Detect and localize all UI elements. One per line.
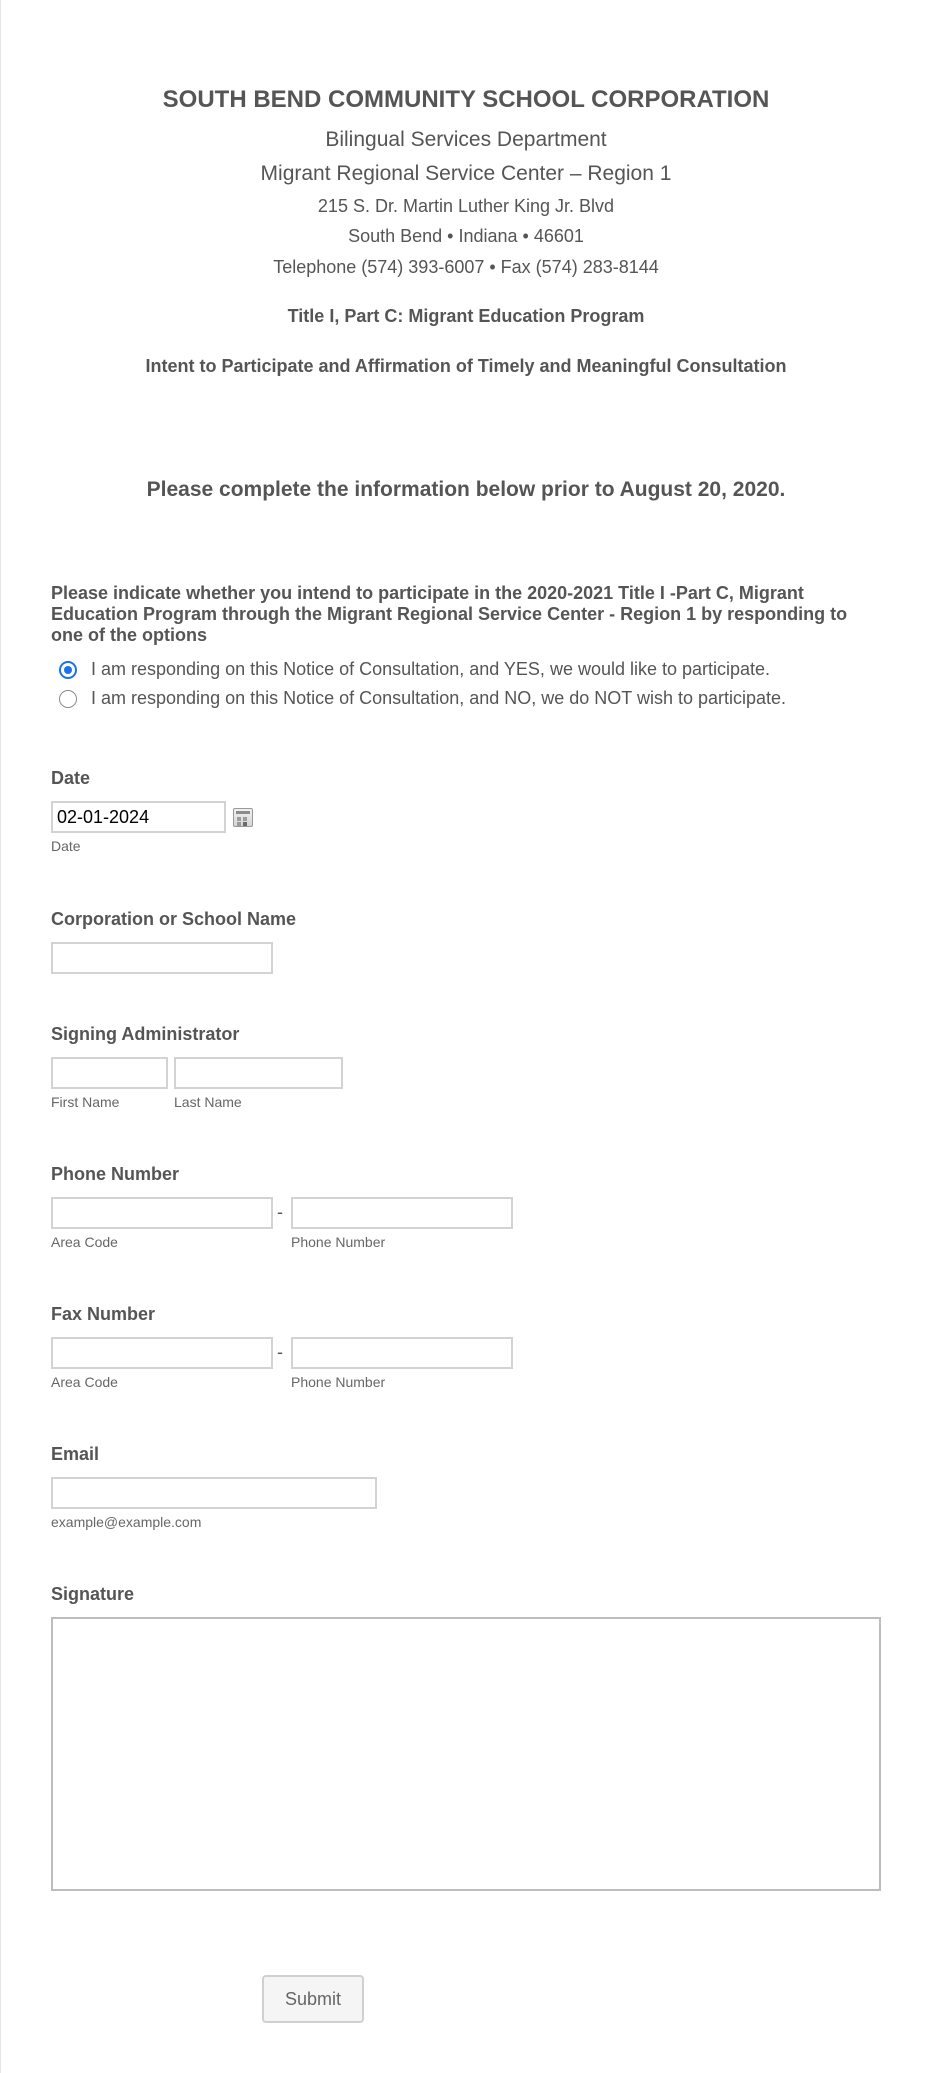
department-name: Bilingual Services Department	[325, 128, 607, 151]
date-sublabel: Date	[51, 838, 81, 854]
submit-button[interactable]: Submit	[262, 1975, 364, 2023]
deadline-notice: Please complete the information below prior to August 20, 2020.	[146, 478, 786, 501]
fax-number-input[interactable]	[291, 1337, 513, 1369]
address-line1: 215 S. Dr. Martin Luther King Jr. Blvd	[317, 196, 615, 216]
first-name-sublabel: First Name	[51, 1094, 120, 1110]
program-title: Title I, Part C: Migrant Education Program	[287, 306, 645, 326]
email-input[interactable]	[51, 1477, 377, 1509]
participate-no-radio[interactable]	[59, 690, 77, 708]
phone-area-code-input[interactable]	[51, 1197, 273, 1229]
participate-yes-option[interactable]	[59, 659, 770, 680]
fax-label: Fax Number	[51, 1304, 156, 1324]
fax-area-code-sublabel: Area Code	[51, 1374, 118, 1390]
contact-telephone: Telephone (574) 393-6007 • Fax (574) 283-8144	[273, 257, 659, 277]
signature-pad[interactable]	[51, 1617, 881, 1891]
signature-label: Signature	[51, 1584, 135, 1604]
corporation-input[interactable]	[51, 942, 273, 974]
last-name-input[interactable]	[174, 1057, 343, 1089]
fax-number-sublabel: Phone Number	[291, 1374, 386, 1390]
email-sublabel: example@example.com	[51, 1514, 202, 1530]
phone-area-code-sublabel: Area Code	[51, 1234, 118, 1250]
address-line2: South Bend • Indiana • 46601	[348, 226, 584, 246]
corporation-label: Corporation or School Name	[51, 909, 297, 929]
administrator-label: Signing Administrator	[51, 1024, 240, 1044]
participate-no-option[interactable]	[59, 688, 786, 709]
intent-title: Intent to Participate and Affirmation of Timely and Meaningful Consultation	[145, 356, 787, 376]
center-name: Migrant Regional Service Center – Region 1	[260, 162, 672, 185]
first-name-input[interactable]	[51, 1057, 168, 1089]
fax-separator: -	[277, 1342, 283, 1362]
participation-question: Please indicate whether you intend to participate in the 2020-2021 Title I -Part C, Migrant Education Program through the Migrant Regional Service Center - Region 1 by responding to one of the options	[51, 583, 848, 645]
calendar-icon[interactable]	[233, 808, 253, 827]
participate-yes-label: I am responding on this Notice of Consultation, and YES, we would like to participate.	[91, 659, 771, 679]
date-input[interactable]	[51, 801, 226, 833]
email-label: Email	[51, 1444, 100, 1464]
date-label: Date	[51, 768, 91, 788]
fax-area-code-input[interactable]	[51, 1337, 273, 1369]
phone-separator: -	[277, 1202, 283, 1222]
participate-no-label: I am responding on this Notice of Consultation, and NO, we do NOT wish to participate.	[91, 688, 787, 708]
phone-number-input[interactable]	[291, 1197, 513, 1229]
organization-title: SOUTH BEND COMMUNITY SCHOOL CORPORATION	[162, 86, 770, 113]
phone-label: Phone Number	[51, 1164, 180, 1184]
participate-yes-radio[interactable]	[59, 661, 77, 679]
last-name-sublabel: Last Name	[174, 1094, 242, 1110]
phone-number-sublabel: Phone Number	[291, 1234, 386, 1250]
